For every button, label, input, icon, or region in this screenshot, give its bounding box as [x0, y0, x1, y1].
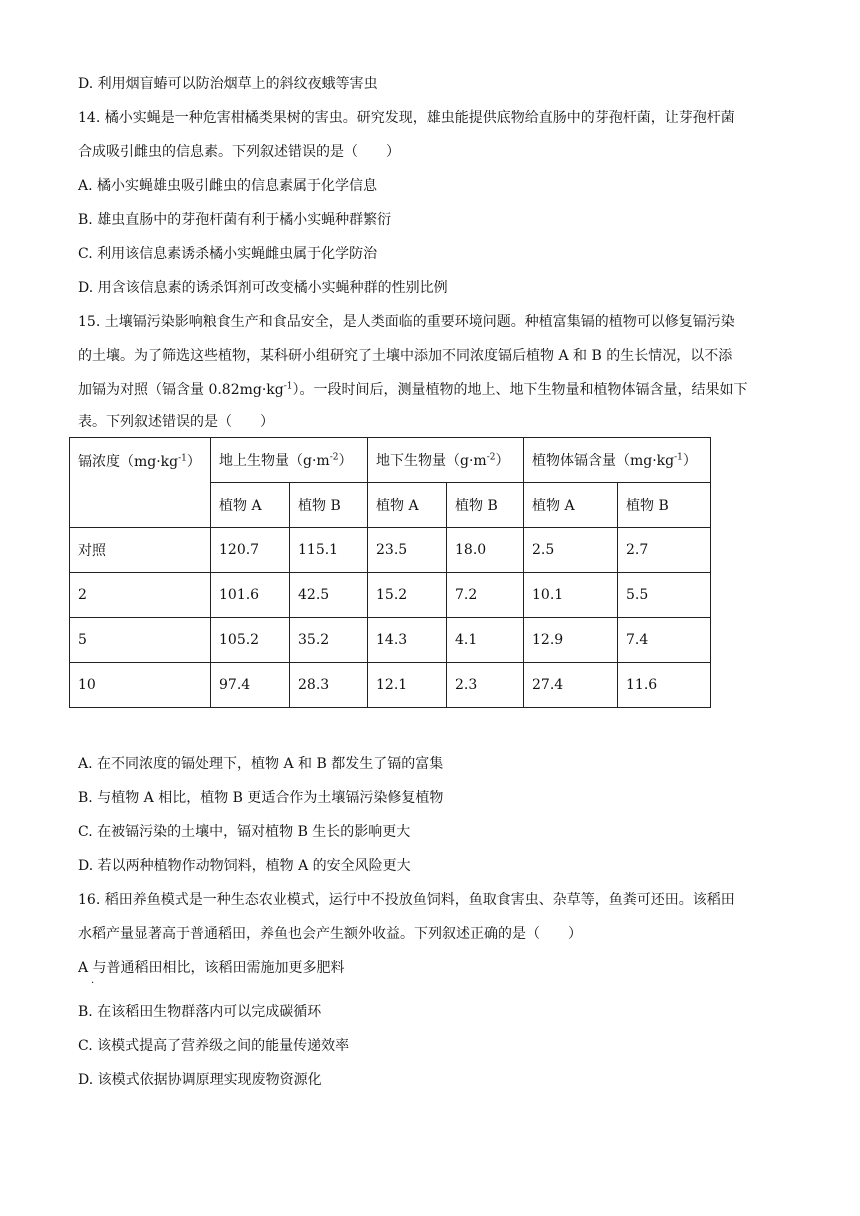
q15-option-c: C. 在被镉污染的土壤中，镉对植物 B 生长的影响更大 [78, 824, 411, 840]
table-cell: 14.3 [368, 618, 447, 663]
table-cell: 28.3 [290, 663, 368, 708]
table-cell: 5 [70, 618, 211, 663]
q15-stem-line3 [78, 380, 748, 400]
table-header-row [70, 438, 711, 483]
header-above-ground-biomass: 地上生物量$(g\cdot m^{-2})$ [211, 438, 368, 483]
subheader-cell: 植物 A [211, 483, 290, 528]
table-cell: 4.1 [447, 618, 524, 663]
table-cell: 120.7 [211, 528, 290, 573]
table-cell: 15.2 [368, 573, 447, 618]
q15-stem-line3-pre: 加镉为对照（镉含量 0.82mg·kg [78, 382, 284, 398]
q14-stem-line2: 合成吸引雌虫的信息素。下列叙述错误的是（ ） [78, 144, 400, 160]
subheader-cell: 植物 A [368, 483, 447, 528]
q14-option-a: A. 橘小实蝇雄虫吸引雌虫的信息素属于化学信息 [78, 178, 378, 194]
q16-stem-line1: 16. 稻田养鱼模式是一种生态农业模式，运行中不投放鱼饲料，鱼取食害虫、杂草等，鱼粪可还田。该稻田 [78, 892, 735, 908]
table-row [70, 618, 711, 663]
unit-superscript: -1 [283, 381, 293, 392]
q13-option-d: D. 利用烟盲蝽可以防治烟草上的斜纹夜蛾等害虫 [78, 76, 378, 92]
table-cell: 7.4 [618, 618, 711, 663]
q15-stem-line3-post: ）。一段时间后，测量植物的地上、地下生物量和植物体镉含量，结果如下 [292, 382, 748, 398]
table-cell: 97.4 [211, 663, 290, 708]
cadmium-data-table [69, 437, 711, 708]
table-cell: 105.2 [211, 618, 290, 663]
table-cell: 12.1 [368, 663, 447, 708]
q14-option-b: B. 雄虫直肠中的芽孢杆菌有利于橘小实蝇种群繁衍 [78, 212, 392, 228]
table-cell: 5.5 [618, 573, 711, 618]
q15-option-a: A. 在不同浓度的镉处理下，植物 A 和 B 都发生了镉的富集 [78, 756, 444, 772]
table-cell: 7.2 [447, 573, 524, 618]
q14-stem-line1: 14. 橘小实蝇是一种危害柑橘类果树的害虫。研究发现，雄虫能提供底物给直肠中的芽孢杆菌，让芽孢杆菌 [78, 110, 735, 126]
header-cd-concentration: 镉浓度$(mg\cdot kg^{-1})$ [70, 438, 211, 528]
table-row [70, 528, 711, 573]
table-cell: 101.6 [211, 573, 290, 618]
q14-option-c: C. 利用该信息素诱杀橘小实蝇雌虫属于化学防治 [78, 246, 378, 262]
subheader-cell: 植物 B [290, 483, 368, 528]
table-cell: 2 [70, 573, 211, 618]
table-cell: 18.0 [447, 528, 524, 573]
table-cell: 11.6 [618, 663, 711, 708]
q16-option-d: D. 该模式依据协调原理实现废物资源化 [78, 1072, 322, 1088]
q16-option-b: B. 在该稻田生物群落内可以完成碳循环 [78, 1004, 322, 1020]
subheader-cell: 植物 B [447, 483, 524, 528]
q15-stem-line2: 的土壤。为了筛选这些植物，某科研小组研究了土壤中添加不同浓度镉后植物 A 和 B 的生长情况，以不添 [78, 348, 733, 364]
subheader-cell: 植物 B [618, 483, 711, 528]
table-cell: 10 [70, 663, 211, 708]
q15-option-b: B. 与植物 A 相比，植物 B 更适合作为土壤镉污染修复植物 [78, 790, 444, 806]
table-cell: 115.1 [290, 528, 368, 573]
header-plant-cd-content: 植物体镉含量$(mg\cdot kg^{-1})$ [524, 438, 711, 483]
q16-option-a: A 与普通稻田相比，该稻田需施加更多肥料 [78, 960, 345, 976]
table-row [70, 663, 711, 708]
subheader-cell: 植物 A [524, 483, 618, 528]
table-cell: 23.5 [368, 528, 447, 573]
header-below-ground-biomass: 地下生物量$(g\cdot m^{-2})$ [368, 438, 524, 483]
table-cell: 27.4 [524, 663, 618, 708]
q15-stem-line1: 15. 土壤镉污染影响粮食生产和食品安全，是人类面临的重要环境问题。种植富集镉的植物可以修复镉污染 [78, 314, 735, 330]
table-cell: 35.2 [290, 618, 368, 663]
q16-option-c: C. 该模式提高了营养级之间的能量传递效率 [78, 1038, 350, 1054]
q14-option-d: D. 用含该信息素的诱杀饵剂可改变橘小实蝇种群的性别比例 [78, 280, 448, 296]
table-cell: 2.5 [524, 528, 618, 573]
table-cell: 10.1 [524, 573, 618, 618]
table-cell: 2.3 [447, 663, 524, 708]
table-cell: 12.9 [524, 618, 618, 663]
q15-option-d: D. 若以两种植物作动物饲料，植物 A 的安全风险更大 [78, 858, 411, 874]
table-row [70, 573, 711, 618]
table-cell: 2.7 [618, 528, 711, 573]
q15-stem-line4: 表。下列叙述错误的是（ ） [78, 414, 274, 430]
q16-stem-line2: 水稻产量显著高于普通稻田，养鱼也会产生额外收益。下列叙述正确的是（ ） [78, 926, 582, 942]
stray-dot-mark: · [91, 978, 95, 989]
table-cell: 42.5 [290, 573, 368, 618]
table-cell: 对照 [70, 528, 211, 573]
